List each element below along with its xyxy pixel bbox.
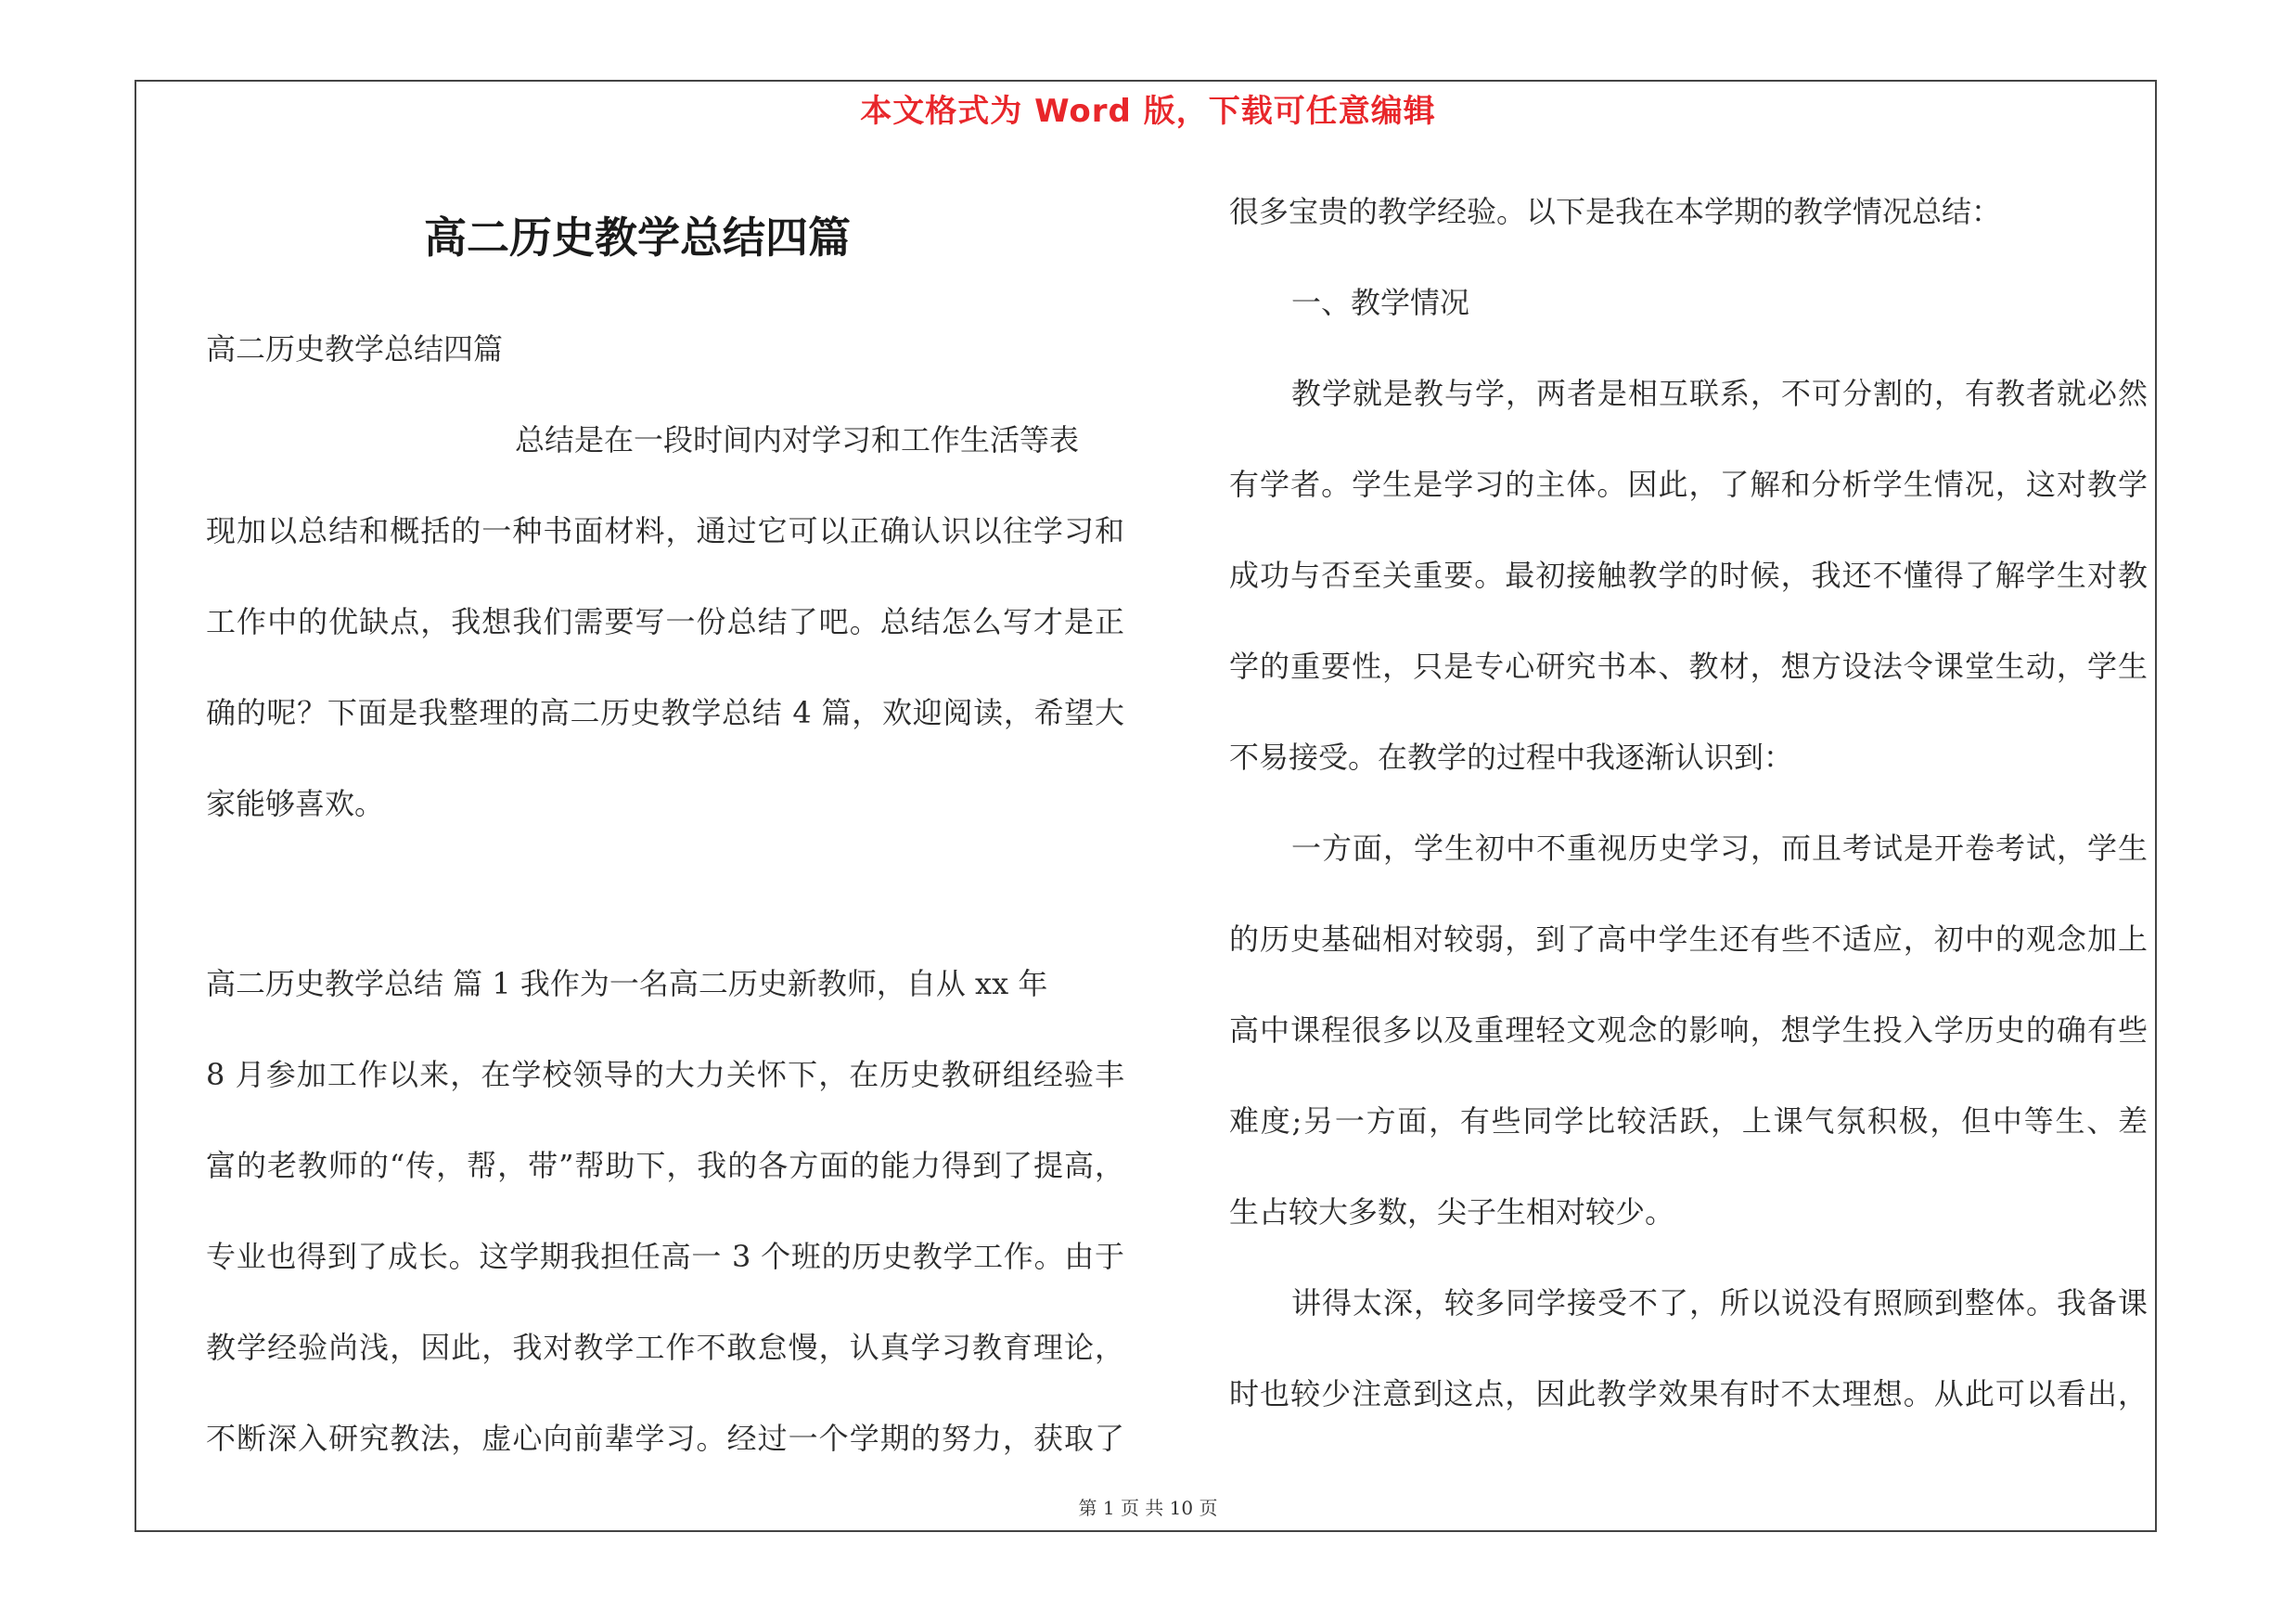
body-line: 富的老教师的“传，帮，带”帮助下，我的各方面的能力得到了提高， bbox=[206, 1148, 1124, 1183]
body-line: 教学经验尚浅，因此，我对教学工作不敢怠慢，认真学习教育理论， bbox=[206, 1330, 1124, 1365]
intro-line: 确的呢？下面是我整理的高二历史教学总结 4 篇，欢迎阅读，希望大 bbox=[206, 695, 1124, 730]
section-heading-line: 高二历史教学总结 篇 1 我作为一名高二历史新教师，自从 xx 年 bbox=[206, 966, 1048, 1001]
body-line: 时也较少注意到这点，因此教学效果有时不太理想。从此可以看出， bbox=[1229, 1376, 2148, 1411]
body-line: 不易接受。在教学的过程中我逐渐认识到： bbox=[1229, 740, 1794, 775]
body-line: 成功与否至关重要。最初接触教学的时候，我还不懂得了解学生对教 bbox=[1229, 558, 2148, 593]
body-line: 很多宝贵的教学经验。以下是我在本学期的教学情况总结： bbox=[1229, 194, 2002, 229]
intro-line: 总结是在一段时间内对学习和工作生活等表 bbox=[515, 422, 1080, 457]
body-line: 生占较大多数，尖子生相对较少。 bbox=[1229, 1194, 1675, 1230]
intro-line: 现加以总结和概括的一种书面材料，通过它可以正确认识以往学习和 bbox=[206, 513, 1124, 548]
body-line: 讲得太深，较多同学接受不了，所以说没有照顾到整体。我备课 bbox=[1291, 1285, 2148, 1320]
body-line: 教学就是教与学，两者是相互联系，不可分割的，有教者就必然 bbox=[1291, 376, 2148, 411]
body-line: 8 月参加工作以来，在学校领导的大力关怀下，在历史教研组经验丰 bbox=[206, 1057, 1124, 1092]
body-line: 难度;另一方面，有些同学比较活跃，上课气氛积极，但中等生、差 bbox=[1229, 1103, 2148, 1139]
section-heading-teaching: 一、教学情况 bbox=[1291, 285, 1470, 320]
page-number-footer: 第 1 页 共 10 页 bbox=[1078, 1497, 1218, 1519]
body-line: 高中课程很多以及重理轻文观念的影响，想学生投入学历史的确有些 bbox=[1229, 1012, 2148, 1048]
body-line: 学的重要性，只是专心研究书本、教材，想方设法令课堂生动，学生 bbox=[1229, 649, 2148, 684]
body-line: 不断深入研究教法，虚心向前辈学习。经过一个学期的努力，获取了 bbox=[206, 1421, 1124, 1456]
body-line: 专业也得到了成长。这学期我担任高一 3 个班的历史教学工作。由于 bbox=[206, 1239, 1124, 1274]
body-line: 的历史基础相对较弱，到了高中学生还有些不适应，初中的观念加上 bbox=[1229, 921, 2148, 957]
body-line: 有学者。学生是学习的主体。因此，了解和分析学生情况，这对教学 bbox=[1229, 467, 2148, 502]
body-line: 一方面，学生初中不重视历史学习，而且考试是开卷考试，学生 bbox=[1291, 831, 2148, 866]
intro-line: 家能够喜欢。 bbox=[206, 786, 385, 821]
format-notice-banner: 本文格式为 Word 版，下载可任意编辑 bbox=[860, 93, 1436, 130]
document-title: 高二历史教学总结四篇 bbox=[424, 213, 851, 263]
intro-line: 工作中的优缺点，我想我们需要写一份总结了吧。总结怎么写才是正 bbox=[206, 604, 1124, 639]
document-subtitle: 高二历史教学总结四篇 bbox=[206, 331, 504, 367]
